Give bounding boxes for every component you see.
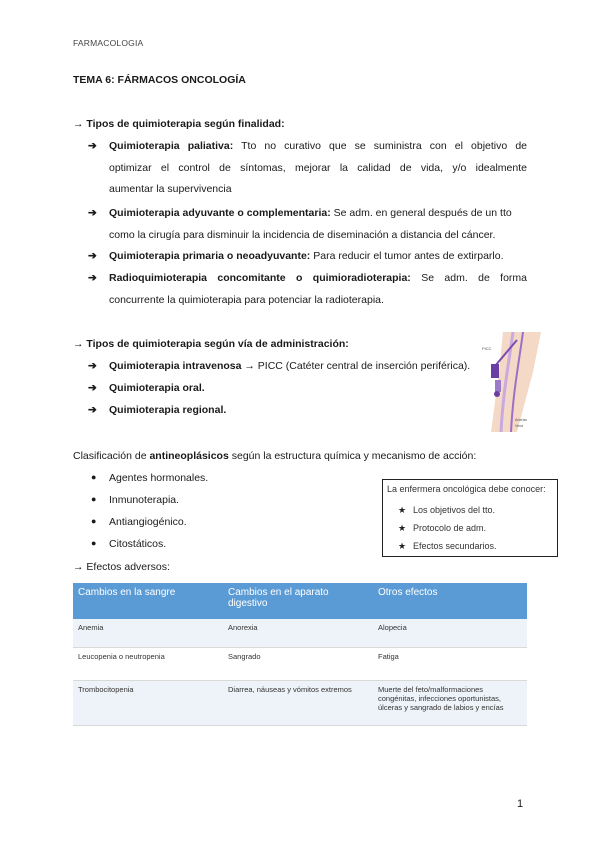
table-cell: Muerte del feto/malformaciones congénitas, infecciones oportunistas, úlceras y sangrado de labios y encías [373, 681, 527, 726]
list-item: ➔ Quimioterapia oral. [109, 378, 479, 400]
picc-label: PICC [482, 346, 492, 351]
section-heading-finalidad: → Tipos de quimioterapia según finalidad: [73, 118, 285, 130]
table-header: Cambios en la sangre [73, 583, 223, 619]
bullet-icon: ● [91, 538, 97, 548]
arrow-icon: ➔ [88, 382, 97, 394]
page-number: 1 [517, 798, 524, 810]
bullet-icon: ● [91, 494, 97, 504]
arrow-icon: ➔ [88, 207, 97, 219]
table-header: Cambios en el aparato digestivo [223, 583, 373, 619]
list-item: ➔ Quimioterapia intravenosa → PICC (Catéter central de inserción periférica). [109, 356, 479, 378]
list-item: ➔ Quimioterapia paliativa: Tto no curativo que se suministra con el objetivo de optimizar el control de síntomas, mejorar la calidad de vida, y/o idealmente aumentar la supervivencia [109, 136, 527, 201]
list-item: ● Inmunoterapia. [91, 494, 180, 506]
section-heading-via: → Tipos de quimioterapia según vía de administración: [73, 338, 349, 350]
nurse-knowledge-box [382, 479, 558, 557]
vena-label: Vena [515, 424, 523, 428]
table-cell: Anorexia [223, 619, 373, 648]
table-row [73, 648, 527, 681]
star-icon: ★ [398, 505, 407, 515]
arrow-icon: ➔ [88, 250, 97, 262]
table-row [73, 619, 527, 648]
arrow-icon: ➔ [88, 272, 97, 284]
list-item: ● Agentes hormonales. [91, 472, 209, 484]
table-cell: Diarrea, náuseas y vómitos extremos [223, 681, 373, 726]
table-cell: Anemia [73, 619, 223, 648]
box-item: ★ Efectos secundarios. [398, 541, 497, 551]
list-item: ➔ Quimioterapia regional. [109, 400, 479, 422]
arrow-icon: ➔ [88, 404, 97, 416]
table-cell: Trombocitopenia [73, 681, 223, 726]
box-item: ★ Protocolo de adm. [398, 523, 487, 533]
table-cell: Sangrado [223, 648, 373, 681]
list-item: ➔ Quimioterapia primaria o neoadyuvante: Para reducir el tumor antes de extirparlo. [109, 246, 527, 268]
list-item: ● Antiangiogénico. [91, 516, 187, 528]
table-header: Otros efectos [373, 583, 527, 619]
bullet-icon: ● [91, 472, 97, 482]
bullet-icon: ● [91, 516, 97, 526]
picc-arm-illustration [473, 332, 541, 432]
table-cell: Fatiga [373, 648, 527, 681]
box-title: La enfermera oncológica debe conocer: [387, 484, 546, 494]
arrow-icon: ➔ [88, 360, 97, 372]
list-item: ● Citostáticos. [91, 538, 167, 550]
adverse-effects-table [73, 583, 527, 726]
arterias-label: Arterias [515, 418, 528, 422]
arrow-icon: ➔ [88, 140, 97, 152]
page-header: FARMACOLOGIA [73, 38, 144, 48]
list-item: ➔ Quimioterapia adyuvante o complementaria: Se adm. en general después de un tto como la cirugía para disminuir la incidencia de diseminación a distancia del cáncer. [109, 203, 527, 246]
classification-intro: Clasificación de antineoplásicos según la estructura química y mecanismo de acción: [73, 450, 477, 462]
table-cell: Leucopenia o neutropenia [73, 648, 223, 681]
adverse-effects-heading: → Efectos adversos: [73, 561, 170, 573]
star-icon: ★ [398, 541, 407, 551]
box-item: ★ Los objetivos del tto. [398, 505, 496, 515]
table-cell: Alopecia [373, 619, 527, 648]
list-item: ➔ Radioquimioterapia concomitante o quimioradioterapia: Se adm. de forma concurrente la quimioterapia para potenciar la radioterapia. [109, 268, 527, 311]
table-row [73, 681, 527, 726]
page-title: TEMA 6: FÁRMACOS ONCOLOGÍA [73, 74, 246, 86]
star-icon: ★ [398, 523, 407, 533]
